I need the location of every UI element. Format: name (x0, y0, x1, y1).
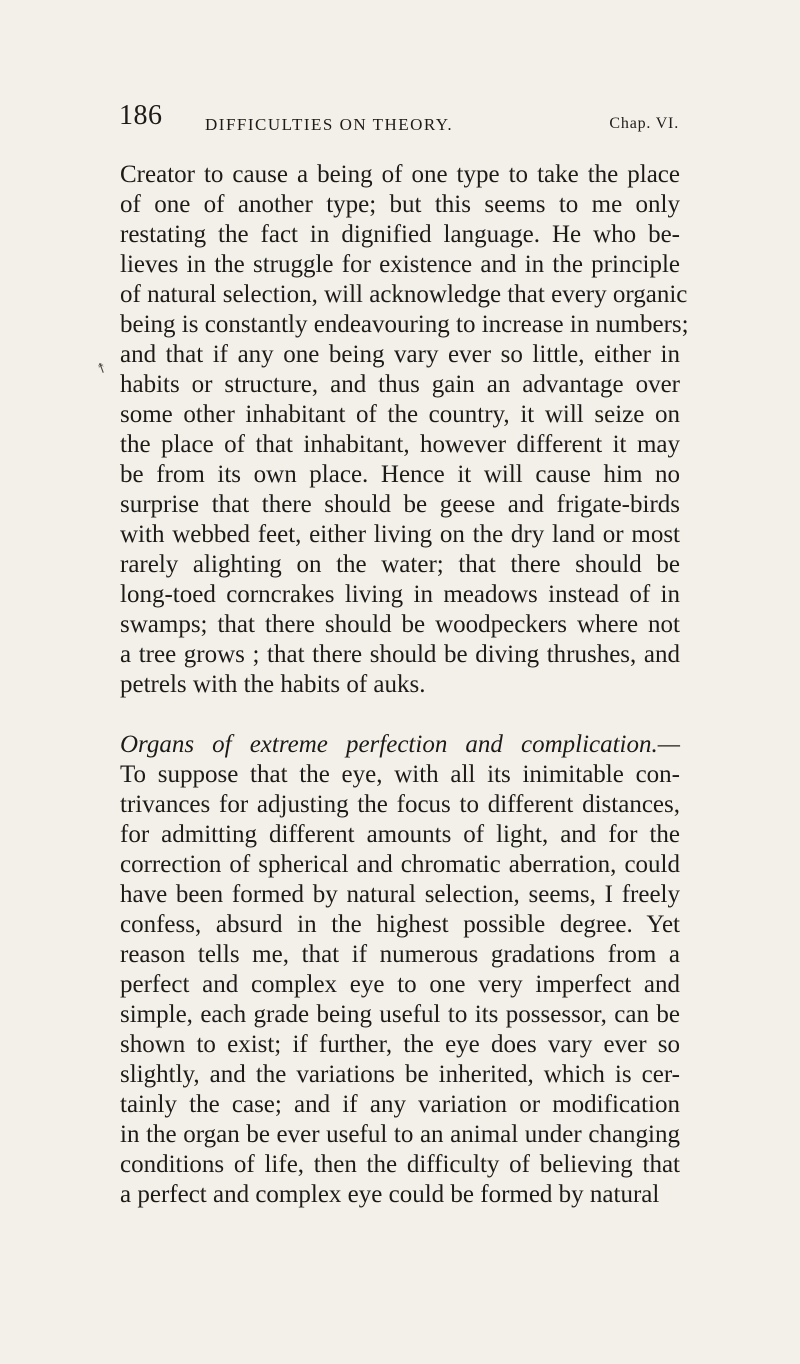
text-line: a tree grows ; that there should be diving thrushes, and (120, 641, 680, 668)
running-title: DIFFICULTIES ON THEORY. (205, 115, 454, 134)
text-line: reason tells me, that if numerous gradations from a (120, 941, 680, 968)
text-line: trivances for adjusting the focus to different distances, (120, 791, 680, 818)
text-line: some other inhabitant of the country, it will seize on (120, 401, 680, 428)
text-line: confess, absurd in the highest possible degree. Yet (120, 911, 680, 938)
text-line: with webbed feet, either living on the dry land or most (120, 521, 680, 548)
text-line: lieves in the struggle for existence and in the principle (120, 251, 680, 278)
text-line: be from its own place. Hence it will cause him no (120, 461, 680, 488)
text-line: for admitting different amounts of light, and for the (120, 821, 680, 848)
text-line: surprise that there should be geese and frigate-birds (120, 491, 680, 518)
text-line: have been formed by natural selection, seems, I freely (120, 881, 680, 908)
text-line: restating the fact in dignified language. He who be- (120, 221, 680, 248)
text-line: long-toed corncrakes living in meadows instead of in (120, 581, 680, 608)
text-line: Creator to cause a being of one type to take the place (120, 161, 680, 188)
text-line: petrels with the habits of auks. (120, 671, 426, 698)
section-heading: Organs of extreme perfection and complication.— (120, 731, 680, 758)
text-line: being is constantly endeavouring to increase in numbers; (120, 311, 689, 338)
text-line: a perfect and complex eye could be formed by natural (120, 1181, 660, 1208)
text-line: rarely alighting on the water; that there should be (120, 551, 680, 578)
text-line: tainly the case; and if any variation or modification (120, 1091, 680, 1118)
text-line: To suppose that the eye, with all its inimitable con- (120, 761, 680, 788)
text-line: perfect and complex eye to one very imperfect and (120, 971, 680, 998)
text-line: shown to exist; if further, the eye does vary ever so (120, 1031, 680, 1058)
text-line: correction of spherical and chromatic aberration, could (120, 851, 680, 878)
text-line: conditions of life, then the difficulty of believing that (120, 1151, 680, 1178)
body-text (120, 160, 689, 1210)
text-line: simple, each grade being useful to its possessor, can be (120, 1001, 680, 1028)
paragraph-1 (120, 160, 689, 700)
text-line: in the organ be ever useful to an animal under changing (120, 1121, 680, 1148)
paragraph-2 (120, 730, 680, 1210)
margin-mark: ↟ (93, 359, 111, 379)
text-line: and that if any one being vary ever so little, either in (120, 341, 680, 368)
page-number: 186 (119, 100, 163, 131)
page-header (119, 100, 679, 140)
text-line: of natural selection, will acknowledge that every organic (120, 281, 688, 308)
paragraph-gap (120, 700, 680, 730)
text-line: slightly, and the variations be inherited, which is cer- (120, 1061, 680, 1088)
text-line: the place of that inhabitant, however different it may (120, 431, 680, 458)
text-line: swamps; that there should be woodpeckers where not (120, 611, 680, 638)
chapter-reference: Chap. VI. (609, 115, 679, 132)
text-line: habits or structure, and thus gain an advantage over (120, 371, 680, 398)
text-line: of one of another type; but this seems to me only (120, 191, 680, 218)
